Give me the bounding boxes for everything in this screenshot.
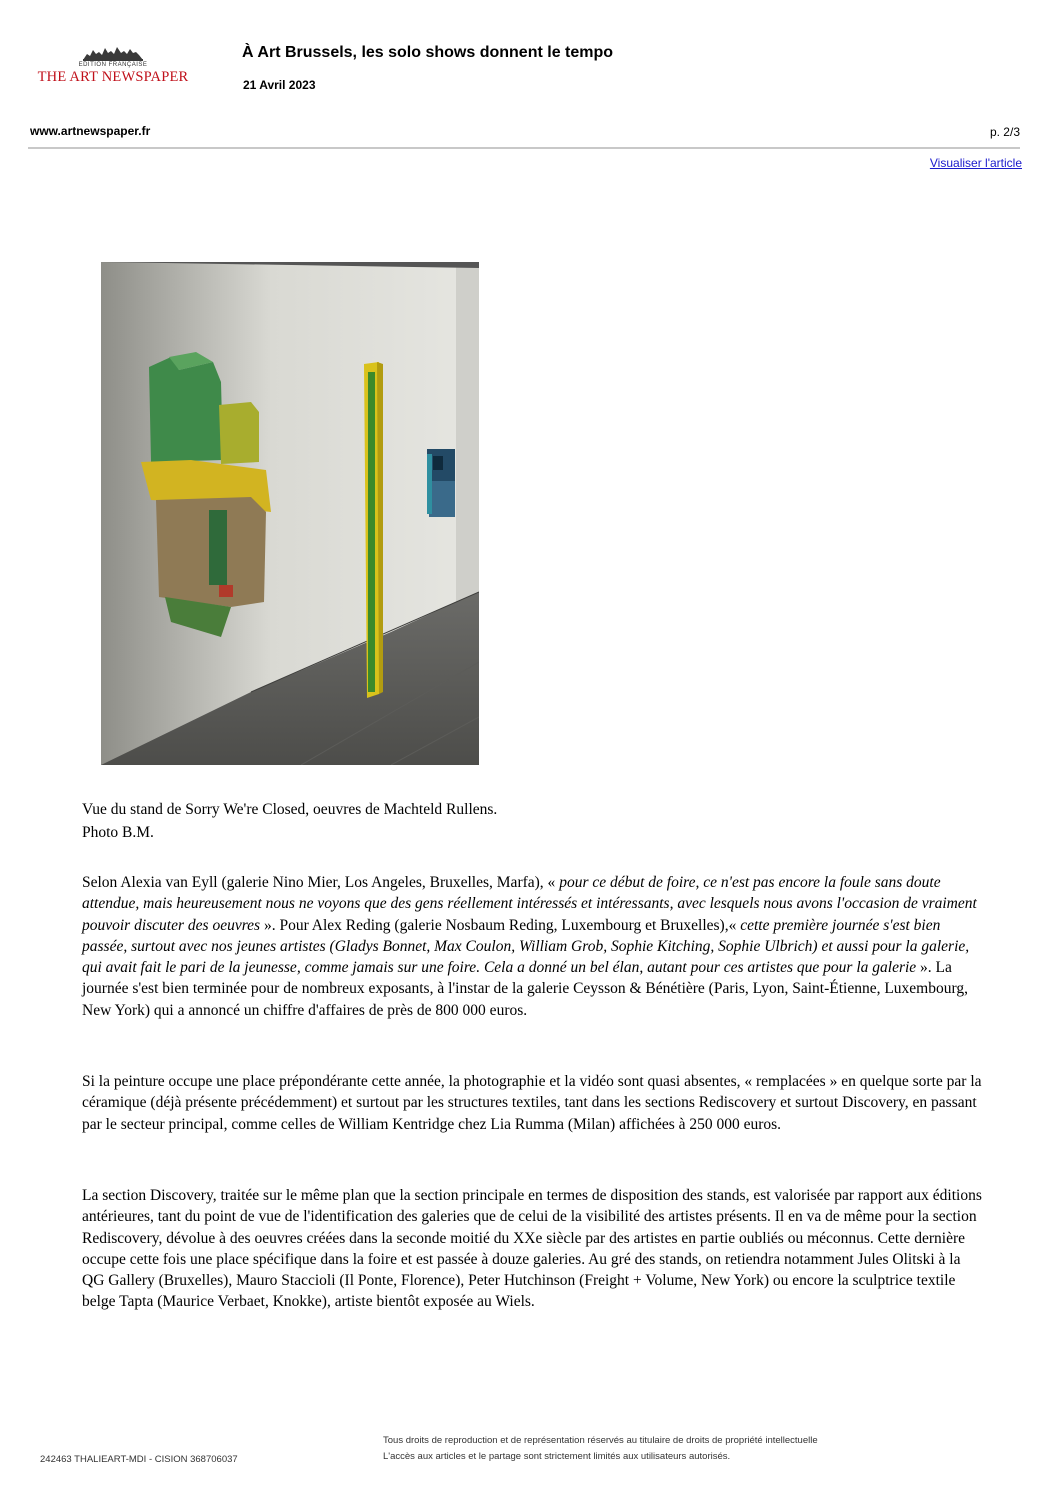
gallery-photo-image bbox=[101, 262, 479, 765]
footer-rights bbox=[383, 1433, 818, 1465]
page-number: p. 2/3 bbox=[989, 125, 1020, 139]
paragraph-3: La section Discovery, traitée sur le même plan que la section principale en termes de disposition des stands, est valorisée par rapport aux éditions antérieures, tant du point de vue de l'identification des galeries que de celui de la visibilité des artistes présents. Il en va de même pour la section Rediscovery, dévolue à des oeuvres créées dans la seconde moitié du XXe siècle par des artistes en partie oubliés ou méconnus. Cette dernière occupe cette fois une place spécifique dans la foire et est passée à douze galeries. Au gré des stands, on retiendra notamment Jules Olitski à la QG Gallery (Bruxelles), Mauro Staccioli (Il Ponte, Florence), Peter Hutchinson (Freight + Volume, New York) ou encore la sculptrice textile belge Tapta (Maurice Verbaet, Knokke), artiste bientôt exposée au Wiels. bbox=[82, 1187, 982, 1311]
p1-quote-2: cette première journée s'est bien passée, surtout avec nos jeunes artistes (Gladys Bonnet, Max Coulon, William Grob, Sophie Kitching, Sophie Ulbrich) et aussi pour la galerie, qui avait fait le pari de la jeunesse, comme jamais sur une foire. Cela a donné un bel élan, autant pour ces artistes que pour la galerie bbox=[82, 916, 970, 977]
gallery-photo bbox=[101, 262, 479, 765]
newspaper-logo bbox=[28, 44, 198, 92]
p1-text-1: Selon Alexia van Eyll (galerie Nino Mier, Los Angeles, Bruxelles, Marfa), « bbox=[82, 874, 560, 891]
p1-quote-1: pour ce début de foire, ce n'est pas encore la foule sans doute attendue, mais heureusement nous ne voyons que des gens réellement intéressés et intéressants, avec lesquels nous avons l'occasion de vraiment pouvoir discuter des oeuvres bbox=[82, 874, 977, 934]
caption-line-2: Photo B.M. bbox=[82, 824, 154, 841]
logo-title: THE ART NEWSPAPER bbox=[37, 69, 189, 85]
p1-text-2: ». Pour Alex Reding (galerie Nosbaum Reding, Luxembourg et Bruxelles),« bbox=[260, 916, 741, 934]
article-title: À Art Brussels, les solo shows donnent le tempo bbox=[242, 44, 614, 61]
paragraph-2: Si la peinture occupe une place prépondérante cette année, la photographie et la vidéo sont quasi absentes, « remplacées » en quelque sorte par la céramique (déjà présente précédemment) et surtout par les structures textiles, tant dans les sections Rediscovery et surtout Discovery, en passant par le secteur principal, comme celles de William Kentridge chez Lia Rumma (Milan) affichées à 250 000 euros. bbox=[82, 1073, 982, 1133]
footer-rights-line-2: L'accès aux articles et le partage sont strictement limités aux utilisateurs autorisés. bbox=[383, 1451, 731, 1462]
caption-line-1: Vue du stand de Sorry We're Closed, oeuvres de Machteld Rullens. bbox=[82, 801, 498, 818]
footer-rights-line-1: Tous droits de reproduction et de représentation réservés au titulaire de droits de propriété intellectuelle bbox=[383, 1435, 818, 1446]
logo-edition-label: EDITION FRANÇAISE bbox=[78, 62, 148, 68]
skyline-emblem-icon bbox=[81, 44, 145, 62]
p1-text-3: ». La journée s'est bien terminée pour de nombreux exposants, à l'instar de la galerie Ceysson & Bénétière (Paris, Lyon, Saint-Étienne, Luxembourg, New York) qui a annoncé un chiffre d'affaires de près de 800 000 euros. bbox=[82, 959, 968, 1019]
photo-caption bbox=[82, 798, 982, 844]
paragraph-1 bbox=[82, 872, 982, 1021]
view-article-link[interactable]: Visualiser l'article bbox=[929, 156, 1022, 170]
header-divider bbox=[28, 147, 1020, 149]
article-date: 21 Avril 2023 bbox=[243, 78, 316, 92]
footer-reference: 242463 THALIEART-MDI - CISION 368706037 bbox=[40, 1454, 238, 1465]
website-url: www.artnewspaper.fr bbox=[30, 124, 151, 138]
